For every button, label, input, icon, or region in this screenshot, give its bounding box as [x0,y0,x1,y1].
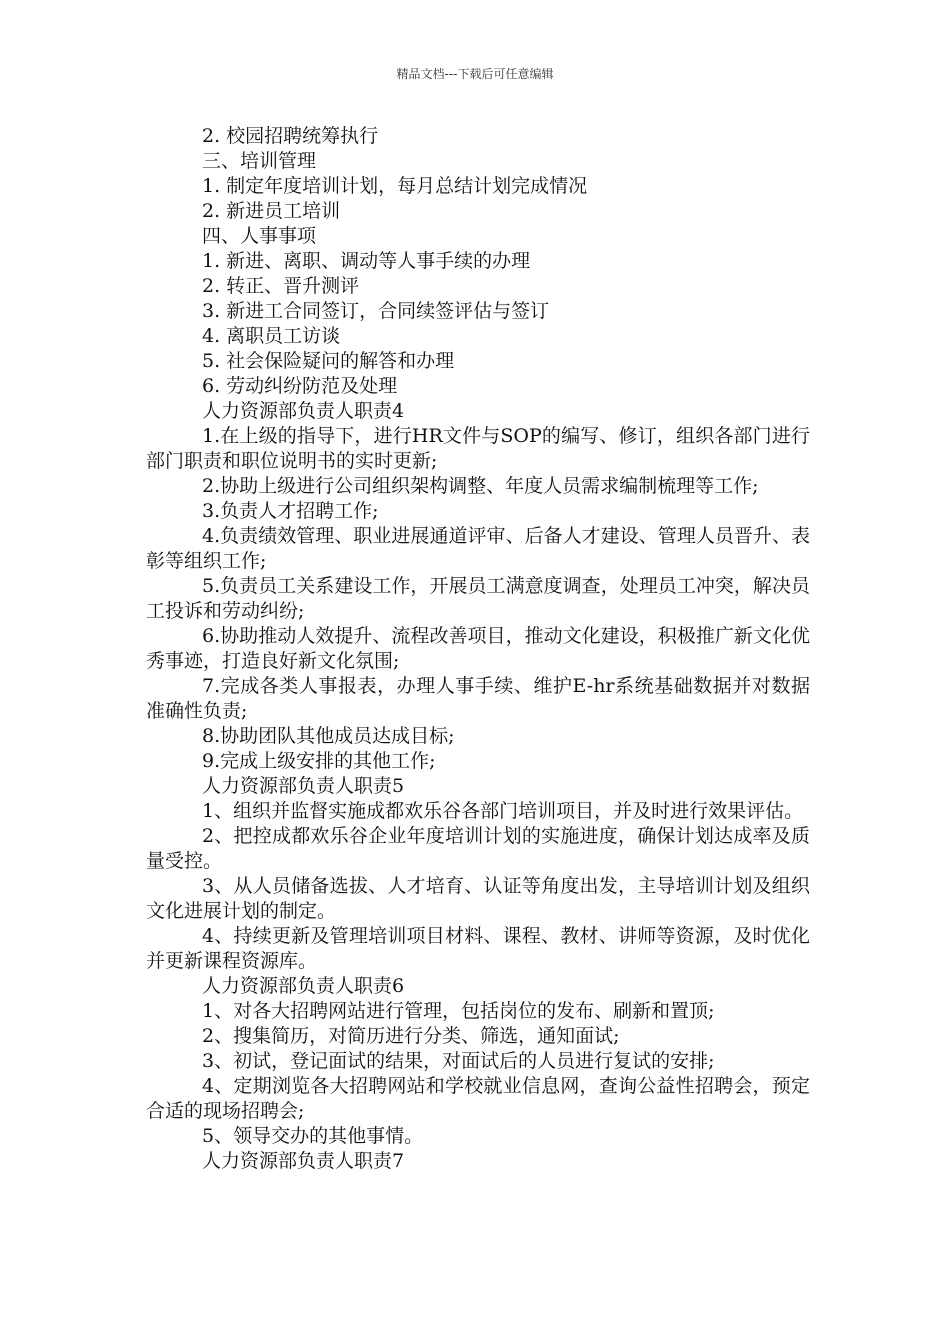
paragraph: 3.负责人才招聘工作; [202,500,379,522]
text-line: 人力资源部负责人职责6 [202,975,405,997]
paragraph: 1.在上级的指导下，进行HR文件与SOP的编写、修订，组织各部门进行部门职责和职位说明书的实时更新; [146,425,810,472]
paragraph: 2.协助上级进行公司组织架构调整、年度人员需求编制梳理等工作; [202,475,759,497]
text-line: 2. 新进员工培训 [202,200,341,222]
text-line: 1、对各大招聘网站进行管理，包括岗位的发布、刷新和置顶; [202,1000,715,1022]
text-line: 人力资源部负责人职责4 [202,400,405,422]
text-line: 2. 校园招聘统筹执行 [202,125,379,147]
text-line: 5、领导交办的其他事情。 [202,1125,424,1147]
document-body [146,124,810,1174]
text-line: 5. 社会保险疑问的解答和办理 [202,350,455,372]
text-line: 四、人事事项 [202,225,317,247]
paragraph: 4、定期浏览各大招聘网站和学校就业信息网，查询公益性招聘会，预定合适的现场招聘会; [146,1075,810,1122]
text-line: 1. 制定年度培训计划，每月总结计划完成情况 [202,175,588,197]
paragraph: 6.协助推动人效提升、流程改善项目，推动文化建设，积极推广新文化优秀事迹，打造良好新文化氛围; [146,625,810,672]
text-line: 4. 离职员工访谈 [202,325,341,347]
paragraph: 8.协助团队其他成员达成目标; [202,725,455,747]
paragraph: 4.负责绩效管理、职业进展通道评审、后备人才建设、管理人员晋升、表彰等组织工作; [146,525,810,572]
text-line: 3. 新进工合同签订，合同续签评估与签订 [202,300,550,322]
text-line: 1. 新进、离职、调动等人事手续的办理 [202,250,531,272]
text-line: 2. 转正、晋升测评 [202,275,360,297]
text-line: 人力资源部负责人职责7 [202,1150,405,1172]
paragraph: 3、从人员储备选拔、人才培育、认证等角度出发，主导培训计划及组织文化进展计划的制定。 [146,875,810,922]
paragraph: 4、持续更新及管理培训项目材料、课程、教材、讲师等资源，及时优化并更新课程资源库。 [146,925,810,972]
paragraph: 9.完成上级安排的其他工作; [202,750,436,772]
text-line: 6. 劳动纠纷防范及处理 [202,375,398,397]
text-line: 人力资源部负责人职责5 [202,775,405,797]
text-line: 2、搜集简历，对简历进行分类、筛选，通知面试; [202,1025,620,1047]
paragraph: 2、把控成都欢乐谷企业年度培训计划的实施进度，确保计划达成率及质量受控。 [146,825,810,872]
paragraph: 5.负责员工关系建设工作，开展员工满意度调查，处理员工冲突，解决员工投诉和劳动纠纷; [146,575,810,622]
page-header: 精品文档---下载后可任意编辑 [396,67,554,81]
paragraph: 7.完成各类人事报表，办理人事手续、维护E-hr系统基础数据并对数据准确性负责; [146,675,810,722]
text-line: 三、培训管理 [202,150,317,172]
text-line: 3、初试，登记面试的结果，对面试后的人员进行复试的安排; [202,1050,715,1072]
paragraph: 1、组织并监督实施成都欢乐谷各部门培训项目，并及时进行效果评估。 [202,800,804,822]
